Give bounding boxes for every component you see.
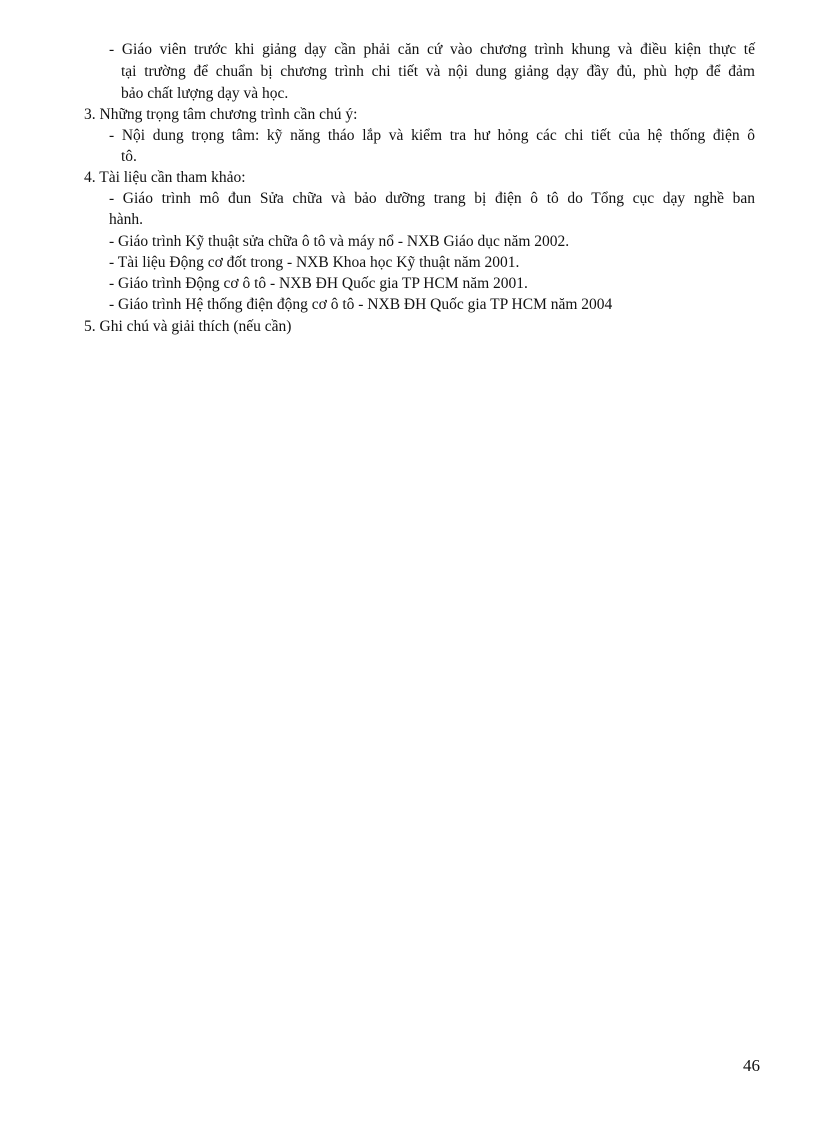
reference-1-line-2: hành.: [109, 211, 144, 228]
page-number: 46: [743, 1056, 760, 1075]
section-4-heading: 4. Tài liệu cần tham khảo:: [84, 169, 246, 186]
intro-bullet-line-1: - Giáo viên trước khi giảng dạy cần phải căn cứ vào chương trình khung và điều kiện thực tế: [109, 41, 755, 58]
section-5-heading: 5. Ghi chú và giải thích (nếu cần): [84, 318, 292, 335]
reference-2: - Giáo trình Kỹ thuật sửa chữa ô tô và máy nổ - NXB Giáo dục năm 2002.: [109, 233, 570, 250]
section-3-bullet-line-1: - Nội dung trọng tâm: kỹ năng tháo lắp và kiểm tra hư hỏng các chi tiết của hệ thống điện ô: [109, 127, 755, 144]
intro-bullet-line-3: bảo chất lượng dạy và học.: [121, 85, 289, 102]
reference-4: - Giáo trình Động cơ ô tô - NXB ĐH Quốc gia TP HCM năm 2001.: [109, 275, 528, 292]
section-3-heading: 3. Những trọng tâm chương trình cần chú ý:: [84, 106, 358, 123]
reference-5: - Giáo trình Hệ thống điện động cơ ô tô - NXB ĐH Quốc gia TP HCM năm 2004: [109, 296, 613, 313]
reference-3: - Tài liệu Động cơ đốt trong - NXB Khoa học Kỹ thuật năm 2001.: [109, 254, 520, 271]
section-3-bullet-line-2: tô.: [121, 148, 137, 165]
reference-1-line-1: - Giáo trình mô đun Sửa chữa và bảo dưỡng trang bị điện ô tô do Tổng cục dạy nghề ban: [109, 190, 755, 207]
intro-bullet-line-2: tại trường để chuẩn bị chương trình chi tiết và nội dung giảng dạy đầy đủ, phù hợp để đảm: [121, 63, 755, 80]
